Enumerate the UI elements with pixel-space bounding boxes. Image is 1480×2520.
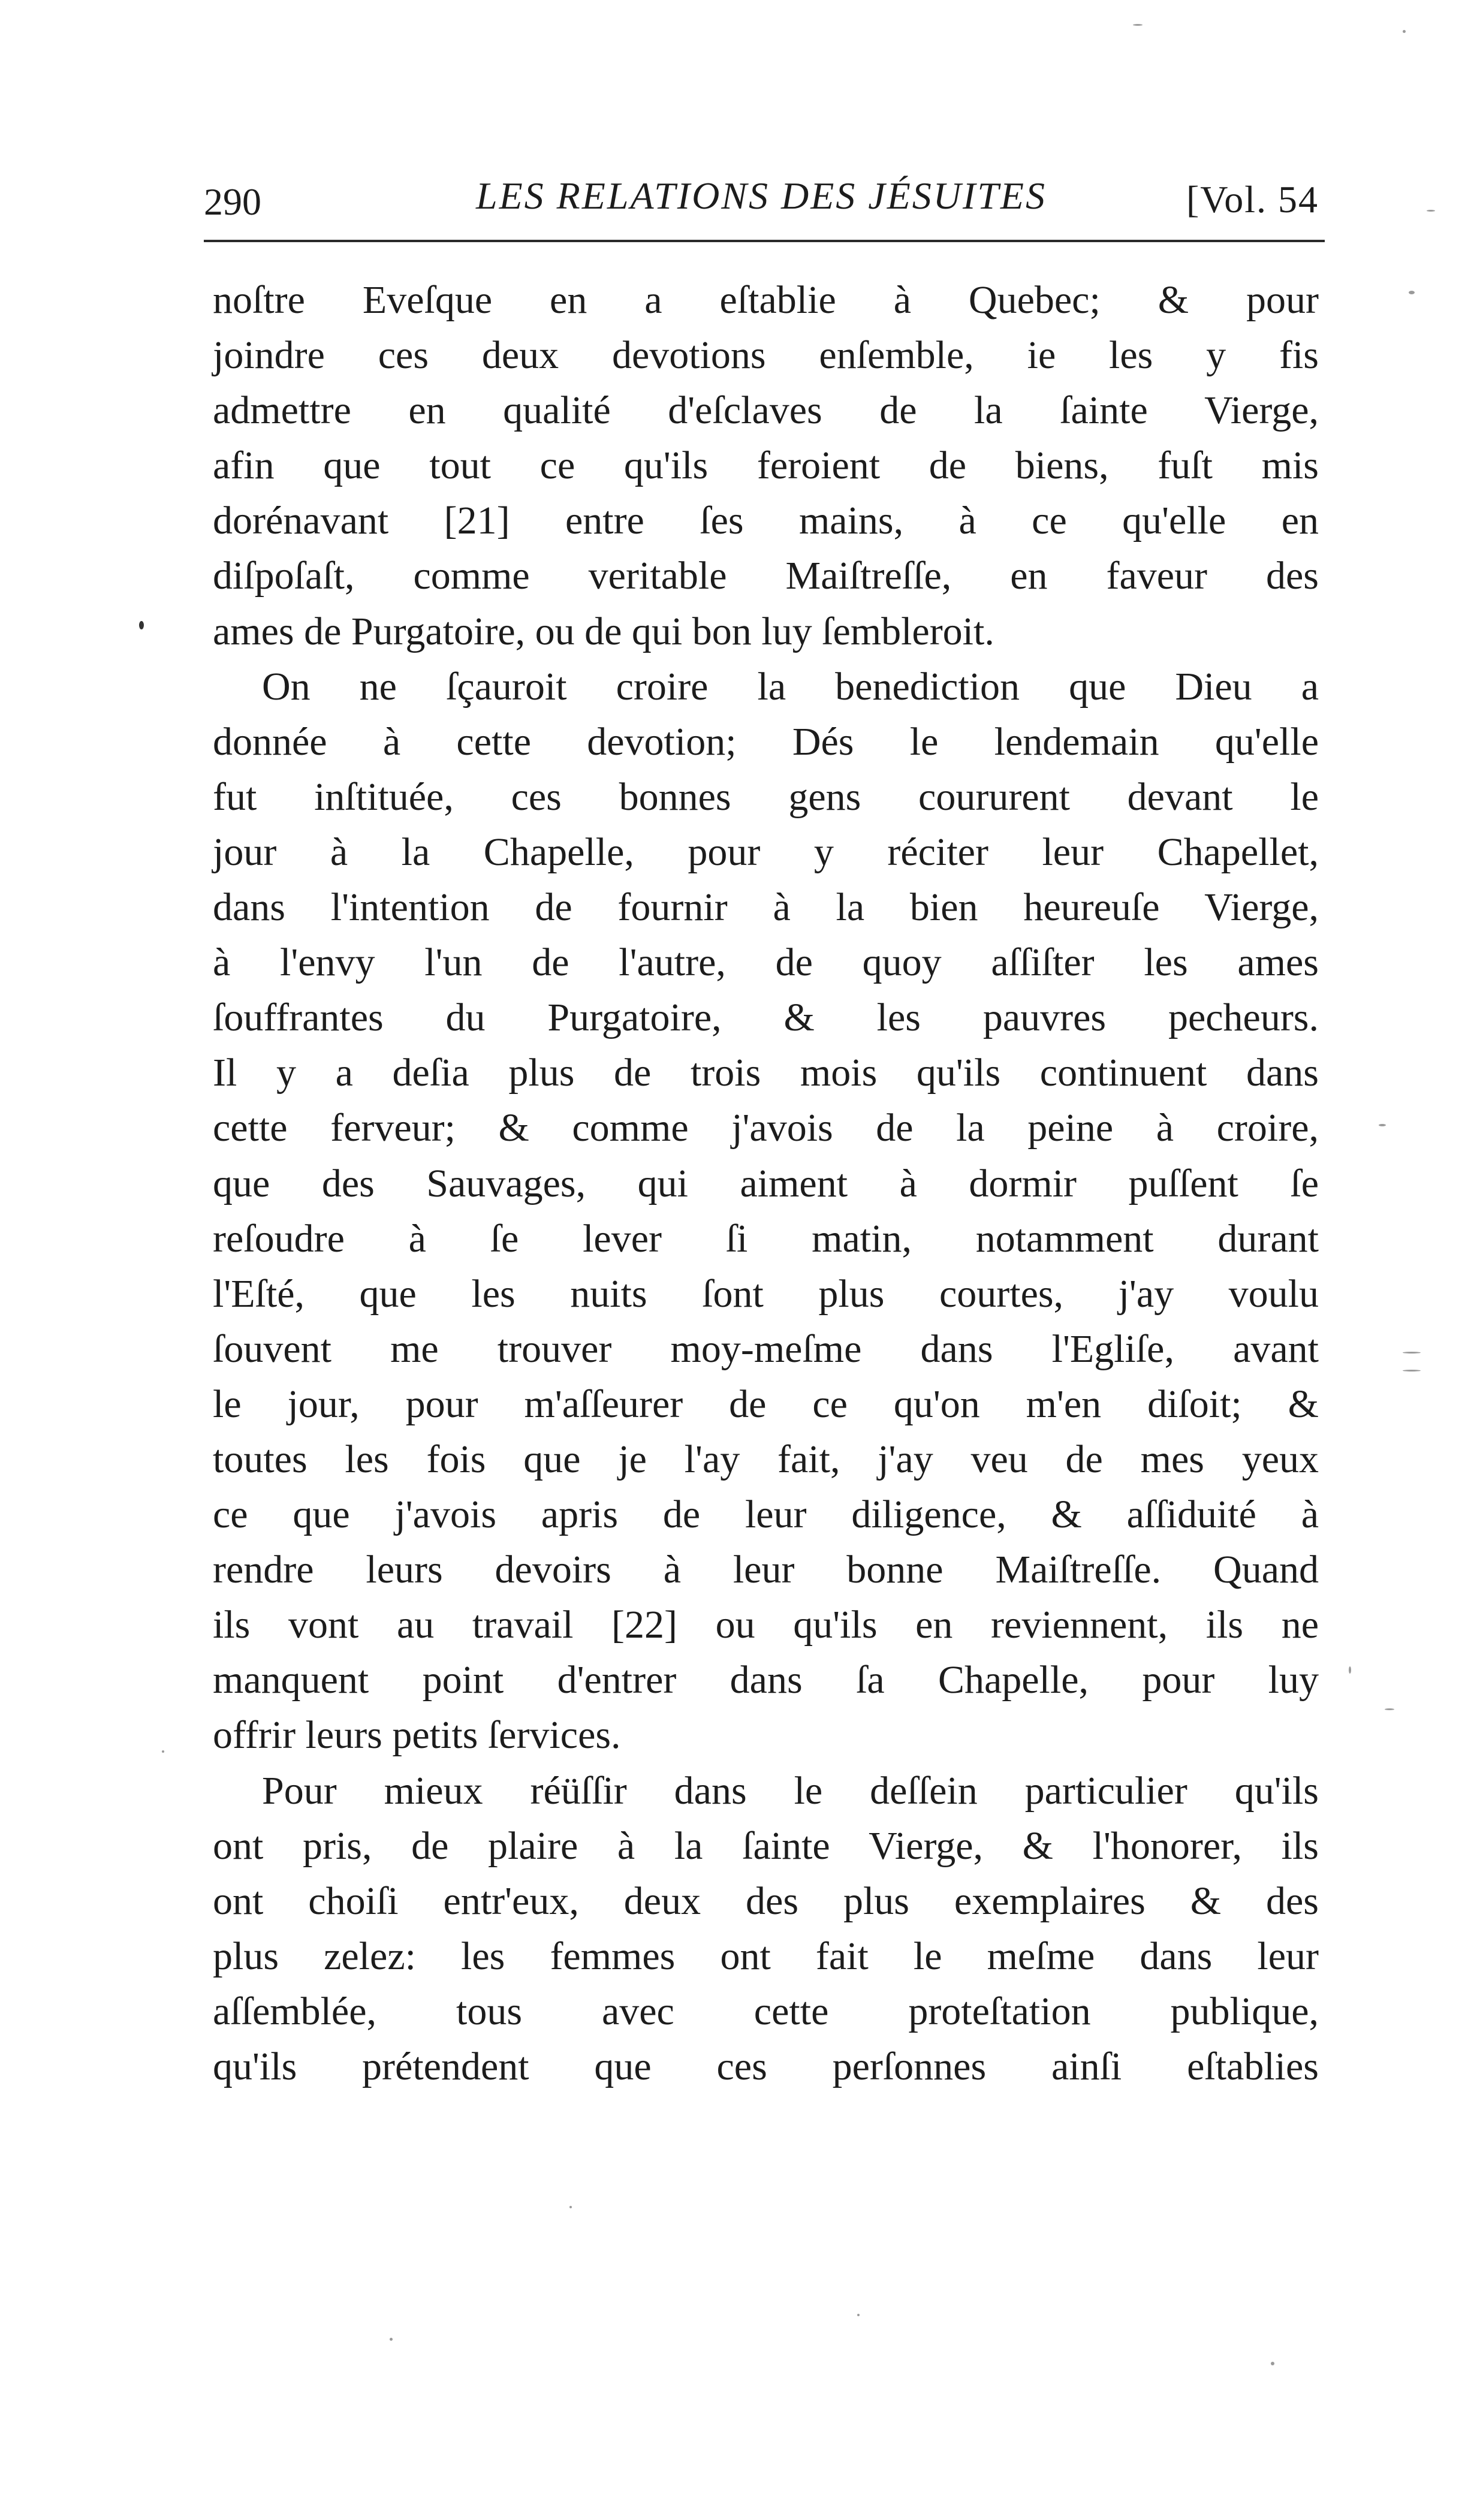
text-line: ſouvent me trouver moy-meſme dans l'Egliſe, avant bbox=[213, 1327, 1319, 1371]
text-line: ce que j'avois apris de leur diligence, & aſſiduité à bbox=[213, 1493, 1319, 1537]
running-header bbox=[204, 174, 1319, 228]
text-line: aſſemblée, tous avec cette proteſtation publique, bbox=[213, 1989, 1319, 2033]
scan-speck bbox=[1403, 1370, 1421, 1371]
scan-speck bbox=[1403, 1352, 1421, 1354]
scan-speck bbox=[1385, 1708, 1394, 1710]
text-line: dans l'intention de fournir à la bien heureuſe Vierge, bbox=[213, 885, 1319, 930]
text-line: ont pris, de plaire à la ſainte Vierge, & l'honorer, ils bbox=[213, 1823, 1319, 1868]
text-line: Pour mieux réüſſir dans le deſſein particulier qu'ils bbox=[262, 1768, 1319, 1813]
text-line: qu'ils prétendent que ces perſonnes ainſi eſtablies bbox=[213, 2045, 1319, 2088]
text-line: l'Eſté, que les nuits ſont plus courtes, j'ay voulu bbox=[213, 1271, 1319, 1316]
text-line: à l'envy l'un de l'autre, de quoy aſſiſter les ames bbox=[213, 941, 1319, 985]
text-line: noſtre Eveſque en a eſtablie à Quebec; & pour bbox=[213, 278, 1319, 322]
text-line: ont choiſi entr'eux, deux des plus exemplaires & des bbox=[213, 1879, 1319, 1923]
scan-speck bbox=[1271, 2362, 1274, 2365]
text-line: reſoudre à ſe lever ſi matin, notamment durant bbox=[213, 1216, 1319, 1261]
text-line: diſpoſaſt, comme veritable Maiſtreſſe, en faveur des bbox=[213, 554, 1319, 598]
scan-speck bbox=[1133, 24, 1143, 26]
scan-speck bbox=[1349, 1666, 1351, 1674]
text-line: joindre ces deux devotions enſemble, ie les y fis bbox=[213, 333, 1319, 378]
text-line: offrir leurs petits ſervices. bbox=[213, 1713, 621, 1758]
text-line: ames de Purgatoire, ou de qui bon luy ſembleroit. bbox=[213, 609, 994, 653]
scan-speck bbox=[1403, 30, 1406, 33]
text-line: On ne ſçauroit croire la benediction que Dieu a bbox=[262, 664, 1319, 709]
text-line: admettre en qualité d'eſclaves de la ſainte Vierge, bbox=[213, 388, 1319, 433]
scan-speck bbox=[139, 621, 144, 629]
text-line: le jour, pour m'aſſeurer de ce qu'on m'en diſoit; & bbox=[213, 1382, 1319, 1426]
text-line: afin que tout ce qu'ils feroient de biens, fuſt mis bbox=[213, 444, 1319, 488]
page-number: 290 bbox=[204, 180, 261, 223]
text-line: Il y a deſia plus de trois mois qu'ils continuent dans bbox=[213, 1051, 1319, 1095]
scan-speck bbox=[390, 2338, 393, 2341]
text-line: manquent point d'entrer dans ſa Chapelle, pour luy bbox=[213, 1658, 1319, 1702]
text-line: toutes les fois que je l'ay fait, j'ay veu de mes yeux bbox=[213, 1437, 1319, 1481]
scan-speck bbox=[1379, 1124, 1386, 1126]
scan-speck bbox=[162, 1750, 164, 1753]
text-line: que des Sauvages, qui aiment à dormir puſſent ſe bbox=[213, 1161, 1319, 1205]
scan-speck bbox=[857, 2314, 860, 2316]
paragraph-1 bbox=[213, 273, 1319, 659]
scan-speck bbox=[569, 2206, 572, 2208]
body-text bbox=[213, 273, 1319, 2094]
text-line: ſouffrantes du Purgatoire, & les pauvres pecheurs. bbox=[213, 996, 1319, 1040]
text-line: fut inſtituée, ces bonnes gens coururent devant le bbox=[213, 774, 1319, 819]
volume-label: [Vol. 54 bbox=[1186, 178, 1319, 221]
text-line: donnée à cette devotion; Dés le lendemain qu'elle bbox=[213, 719, 1319, 764]
header-rule bbox=[204, 240, 1325, 242]
paragraph-3 bbox=[213, 1764, 1319, 2095]
text-line: ils vont au travail [22] ou qu'ils en reviennent, ils ne bbox=[213, 1603, 1319, 1647]
text-line: plus zelez: les femmes ont fait le meſme dans leur bbox=[213, 1934, 1319, 1978]
text-line: cette ferveur; & comme j'avois de la peine à croire, bbox=[213, 1106, 1319, 1150]
text-line: dorénavant [21] entre ſes mains, à ce qu'elle en bbox=[213, 499, 1319, 543]
paragraph-2 bbox=[213, 659, 1319, 1764]
text-line: jour à la Chapelle, pour y réciter leur Chapellet, bbox=[213, 830, 1319, 874]
scan-speck bbox=[1409, 291, 1415, 294]
running-title: LES RELATIONS DES JÉSUITES bbox=[475, 174, 1047, 217]
text-line: rendre leurs devoirs à leur bonne Maiſtreſſe. Quand bbox=[213, 1548, 1319, 1592]
scan-speck bbox=[1427, 210, 1435, 212]
